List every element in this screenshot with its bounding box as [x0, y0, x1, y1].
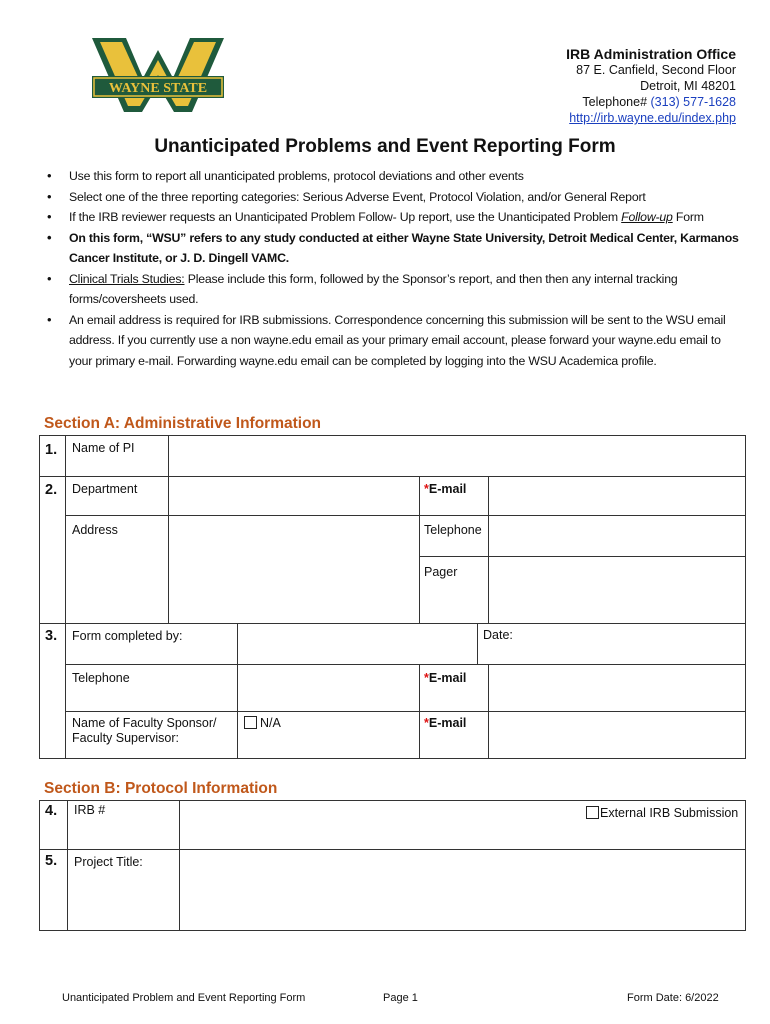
- form-title: Unanticipated Problems and Event Reporting Form: [154, 136, 616, 157]
- pi-name-field[interactable]: [168, 435, 746, 477]
- follow-up-form-link[interactable]: Follow-up: [621, 210, 673, 224]
- office-phone: Telephone# (313) 577-1628: [582, 95, 736, 109]
- na-option[interactable]: N/A: [244, 716, 281, 731]
- form-completed-by-label: Form completed by:: [72, 629, 183, 643]
- telephone-label: Telephone: [72, 671, 130, 685]
- project-title-field[interactable]: [179, 849, 746, 931]
- section-b-heading: Section B: Protocol Information: [44, 780, 278, 797]
- office-title: IRB Administration Office: [566, 46, 736, 62]
- footer-form-date: Form Date: 6/2022: [627, 992, 719, 1004]
- office-address-1: 87 E. Canfield, Second Floor: [576, 63, 736, 77]
- irb-website-link[interactable]: http://irb.wayne.edu/index.php: [569, 111, 736, 125]
- instruction-item: • If the IRB reviewer requests an Unanticipated Problem Follow- Up report, use the Unanticipated Problem Follow-up Form: [44, 207, 744, 228]
- irb-number-label: IRB #: [74, 803, 106, 817]
- form-completed-by-field[interactable]: [237, 623, 478, 665]
- email-label: *E-mail: [424, 716, 467, 730]
- row-number: 3.: [45, 628, 58, 644]
- row-number: 5.: [45, 853, 58, 869]
- instruction-item: • An email address is required for IRB submissions. Correspondence concerning this submission will be sent to the WSU email address. If you currently use a non wayne.edu email as your primary email account, please forward your wayne.edu email to your primary e-mail. Forwarding wayne.edu email can be completed by logging into the WSU Academica profile.: [44, 310, 744, 372]
- instruction-item: • On this form, “WSU” refers to any study conducted at either Wayne State University, Detroit Medical Center, Karmanos Cancer Institute, or J. D. Dingell VAMC.: [44, 228, 744, 269]
- svg-text:WAYNE STATE: WAYNE STATE: [108, 81, 208, 96]
- office-address-2: Detroit, MI 48201: [640, 79, 736, 93]
- instructions-list: [44, 166, 744, 371]
- department-label: Department: [72, 482, 138, 496]
- address-label: Address: [72, 523, 118, 537]
- na-checkbox[interactable]: [244, 716, 257, 729]
- email-label: *E-mail: [424, 482, 467, 496]
- project-title-label: Project Title:: [74, 855, 143, 869]
- sponsor-email-field[interactable]: [488, 711, 746, 759]
- email-label: *E-mail: [424, 671, 467, 685]
- office-info: [566, 46, 736, 126]
- telephone-label: Telephone: [424, 523, 482, 537]
- row-number: 2.: [45, 482, 58, 498]
- completer-telephone-field[interactable]: [237, 664, 420, 712]
- footer-form-name: Unanticipated Problem and Event Reporting Form: [62, 992, 306, 1004]
- row-number: 1.: [45, 442, 58, 458]
- pager-field[interactable]: [488, 556, 746, 624]
- pi-email-field[interactable]: [488, 476, 746, 516]
- instruction-item: • Clinical Trials Studies: Please include this form, followed by the Sponsor’s report, and then then any internal tracking forms/coversheets used.: [44, 269, 744, 310]
- address-field[interactable]: [168, 515, 420, 624]
- section-a-heading: Section A: Administrative Information: [44, 415, 322, 432]
- pager-label: Pager: [424, 565, 458, 579]
- external-irb-checkbox[interactable]: [586, 806, 599, 819]
- row-number-cell: [39, 476, 66, 624]
- date-field[interactable]: [477, 623, 746, 665]
- pi-telephone-field[interactable]: [488, 515, 746, 557]
- date-label: Date:: [483, 628, 513, 642]
- row-number: 4.: [45, 803, 58, 819]
- wayne-state-logo: [88, 30, 228, 115]
- footer-page-number: Page 1: [383, 992, 418, 1004]
- external-irb-option[interactable]: External IRB Submission: [586, 806, 738, 821]
- instruction-item: • Select one of the three reporting categories: Serious Adverse Event, Protocol Violation, and/or General Report: [44, 187, 744, 208]
- pi-name-label: Name of PI: [72, 441, 135, 455]
- instruction-item: • Use this form to report all unanticipated problems, protocol deviations and other events: [44, 166, 744, 187]
- department-field[interactable]: [168, 476, 420, 516]
- completer-email-field[interactable]: [488, 664, 746, 712]
- faculty-sponsor-label: Name of Faculty Sponsor/ Faculty Supervisor:: [72, 716, 217, 745]
